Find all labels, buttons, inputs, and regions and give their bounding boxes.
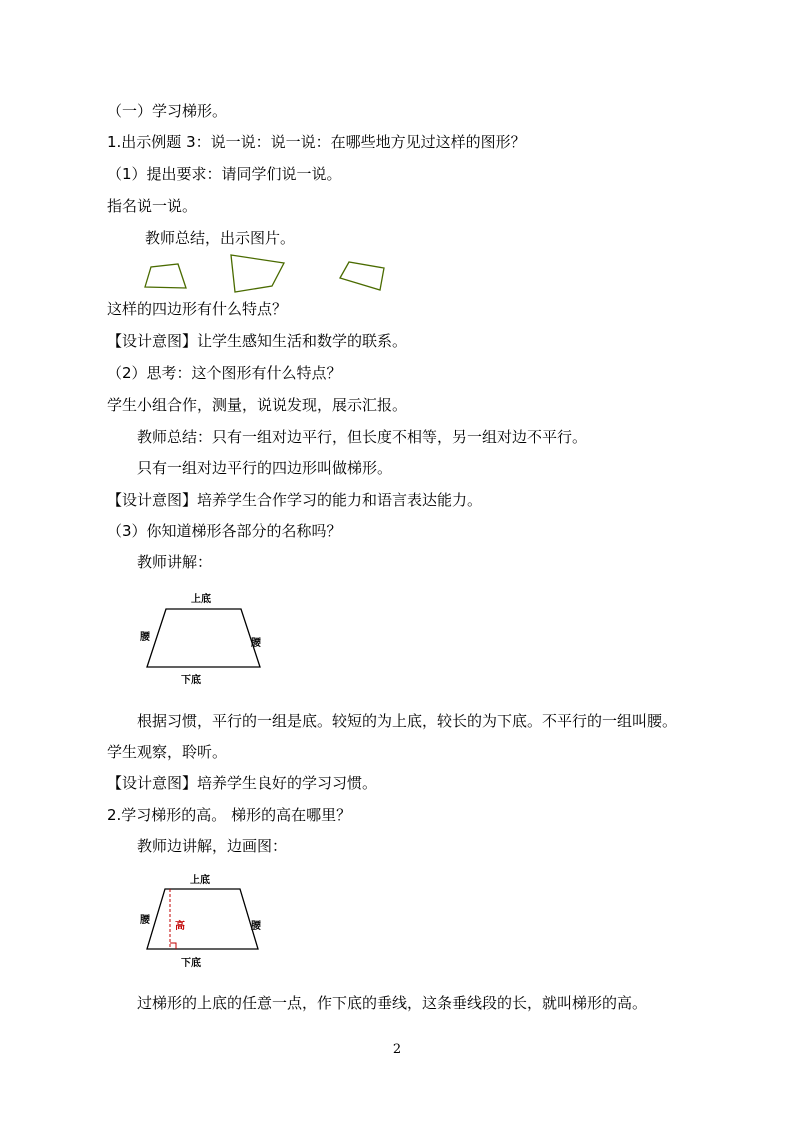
paragraph: 学生观察，聆听。 [107, 743, 228, 761]
paragraph: 1.出示例题 3：说一说：说一说：在哪些地方见过这样的图形？ [107, 133, 526, 151]
paragraph: 这样的四边形有什么特点？ [107, 300, 288, 318]
paragraph: （2）思考：这个图形有什么特点？ [107, 364, 342, 382]
page-number: 2 [392, 1042, 402, 1057]
quadrilateral-shape [231, 255, 284, 292]
paragraph: 教师讲解： [137, 553, 213, 571]
quadrilateral-images [135, 250, 395, 296]
paragraph: 过梯形的上底的任意一点，作下底的垂线，这条垂线段的长，就叫梯形的高。 [137, 994, 648, 1012]
label-top-base: 上底 [190, 875, 210, 886]
paragraph: 学生小组合作，测量，说说发现，展示汇报。 [107, 396, 408, 414]
trapezoid-height-diagram [135, 868, 275, 972]
paragraph: 指名说一说。 [107, 197, 198, 215]
label-height: 高 [175, 921, 185, 932]
label-bottom-base: 下底 [181, 958, 201, 969]
quadrilateral-shape [145, 264, 186, 288]
paragraph: 根据习惯，平行的一组是底。较短的为上底，较长的为下底。不平行的一组叫腰。 [137, 712, 678, 730]
paragraph: 教师总结：只有一组对边平行，但长度不相等，另一组对边不平行。 [137, 428, 588, 446]
design-intent: 【设计意图】培养学生良好的学习习惯。 [107, 774, 378, 792]
paragraph: （3）你知道梯形各部分的名称吗？ [107, 522, 342, 540]
trapezoid-parts-diagram [135, 585, 275, 690]
label-right-leg: 腰 [251, 638, 261, 649]
quadrilateral-shape [340, 262, 384, 290]
label-left-leg: 腰 [140, 632, 150, 643]
label-right-leg: 腰 [251, 921, 261, 932]
paragraph: 2.学习梯形的高。 梯形的高在哪里？ [107, 806, 352, 824]
section-heading: （一）学习梯形。 [107, 102, 228, 120]
design-intent: 【设计意图】培养学生合作学习的能力和语言表达能力。 [107, 491, 483, 509]
label-left-leg: 腰 [140, 915, 150, 926]
label-top-base: 上底 [191, 594, 211, 605]
design-intent: 【设计意图】让学生感知生活和数学的联系。 [107, 332, 408, 350]
label-bottom-base: 下底 [181, 675, 201, 686]
paragraph: 教师总结，出示图片。 [145, 229, 296, 247]
paragraph: （1）提出要求：请同学们说一说。 [107, 165, 342, 183]
definition: 只有一组对边平行的四边形叫做梯形。 [137, 459, 393, 477]
paragraph: 教师边讲解，边画图： [137, 837, 288, 855]
